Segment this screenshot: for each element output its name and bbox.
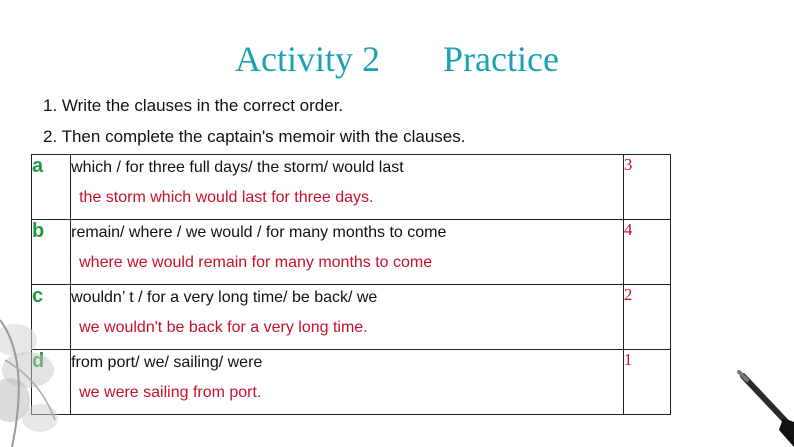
answer-text: the storm which would last for three days. bbox=[79, 189, 374, 206]
jumbled-clause: wouldn’ t / for a very long time/ be back/ we bbox=[71, 289, 378, 306]
table-row bbox=[32, 155, 671, 220]
answer-text: we wouldn't be back for a very long time. bbox=[79, 319, 368, 336]
order-number: 2 bbox=[623, 285, 670, 350]
row-content bbox=[71, 350, 624, 415]
calligraphy-brush-icon bbox=[735, 370, 794, 447]
order-number: 1 bbox=[623, 350, 670, 415]
table-row bbox=[32, 350, 671, 415]
answer-text: we were sailing from port. bbox=[79, 384, 262, 401]
instruction-1: 1. Write the clauses in the correct order. bbox=[43, 96, 344, 115]
jumbled-clause: from port/ we/ sailing/ were bbox=[71, 354, 263, 371]
order-number: 4 bbox=[623, 220, 670, 285]
ink-flower-decoration bbox=[0, 300, 70, 447]
row-content bbox=[71, 220, 624, 285]
clause-table bbox=[31, 154, 671, 415]
row-letter: a bbox=[32, 155, 71, 220]
instruction-2: 2. Then complete the captain's memoir with the clauses. bbox=[43, 127, 466, 146]
answer-text: where we would remain for many months to come bbox=[79, 254, 433, 271]
row-content bbox=[71, 155, 624, 220]
jumbled-clause: remain/ where / we would / for many months to come bbox=[71, 224, 447, 241]
order-number: 3 bbox=[623, 155, 670, 220]
table-row bbox=[32, 220, 671, 285]
slide-title: Activity 2 Practice bbox=[235, 39, 559, 79]
row-letter: b bbox=[32, 220, 71, 285]
jumbled-clause: which / for three full days/ the storm/ would last bbox=[71, 159, 404, 176]
table-row bbox=[32, 285, 671, 350]
row-content bbox=[71, 285, 624, 350]
row-letter: c bbox=[32, 285, 71, 350]
